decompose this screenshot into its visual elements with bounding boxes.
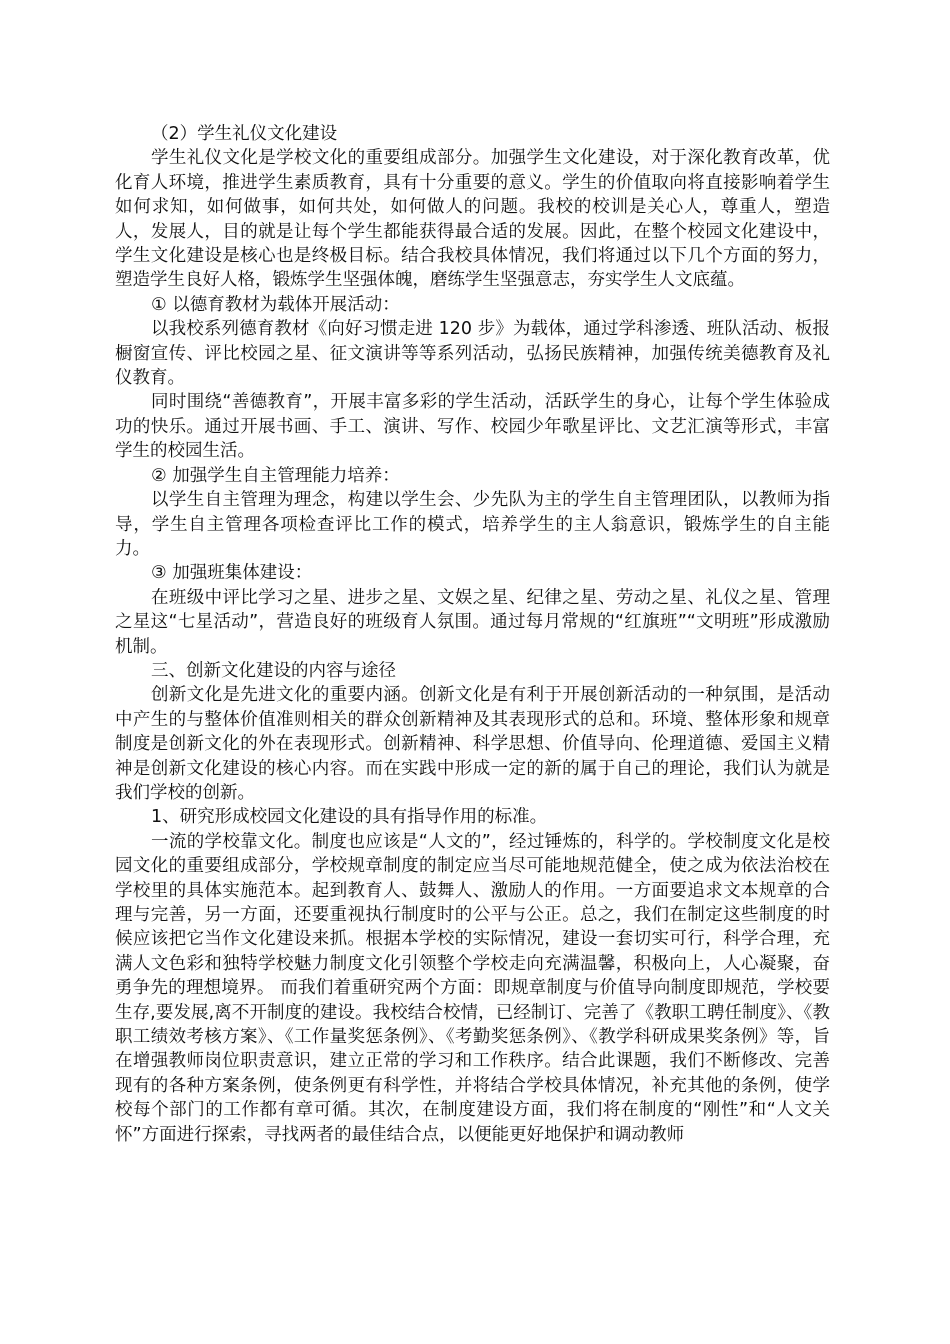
paragraph-good-virtue-education: 同时围绕“善德教育”，开展丰富多彩的学生活动，活跃学生的身心，让每个学生体验成功的快乐。通过开展书画、手工、演讲、写作、校园少年歌星评比、文艺汇演等形式，丰富学生的校园生活。 (115, 392, 830, 462)
subheading-self-management: ② 加强学生自主管理能力培养： (151, 465, 400, 486)
section-heading-innovation-culture: 三、创新文化建设的内容与途径 (151, 660, 396, 681)
subheading-class-building: ③ 加强班集体建设： (151, 563, 313, 584)
section-heading-student-etiquette: （2）学生礼仪文化建设 (151, 124, 338, 144)
paragraph-self-management: 以学生自主管理为理念，构建以学生会、少先队为主的学生自主管理团队，以教师为指导，学生自主管理各项检查评比工作的模式，培养学生的主人翁意识，锻炼学生的自主能力。 (115, 490, 830, 559)
paragraph-class-building: 在班级中评比学习之星、进步之星、文娱之星、纪律之星、劳动之星、礼仪之星、管理之星这“七星活动”，营造良好的班级育人氛围。通过每月常规的“红旗班”“文明班”形成激励机制。 (115, 587, 830, 657)
paragraph-moral-textbook: 以我校系列德育教材《向好习惯走进 120 步》为载体，通过学科渗透、班队活动、板报橱窗宣传、评比校园之星、征文演讲等等系列活动，弘扬民族精神，加强传统美德教育及礼仪教育。 (115, 319, 830, 389)
paragraph-innovation-culture: 创新文化是先进文化的重要内涵。创新文化是有利于开展创新活动的一种氛围，是活动中产生的与整体价值准则相关的群众创新精神及其表现形式的总和。环境、整体形象和规章制度是创新文化的外在表现形式。创新精神、科学思想、价值导向、伦理道德、爱国主义精神是创新文化建设的核心内容。而在实践中形成一定的新的属于自己的理论，我们认为就是我们学校的创新。 (115, 685, 830, 803)
subheading-moral-textbook: ① 以德育教材为载体开展活动： (151, 294, 400, 315)
subheading-standards-research: 1、研究形成校园文化建设的具有指导作用的标准。 (151, 807, 548, 828)
document-body (115, 122, 830, 1147)
paragraph-etiquette-intro: 学生礼仪文化是学校文化的重要组成部分。加强学生文化建设，对于深化教育改革，优化育人环境，推进学生素质教育，具有十分重要的意义。学生的价值取向将直接影响着学生如何求知，如何做事，如何共处，如何做人的问题。我校的校训是关心人，尊重人，塑造人，发展人，目的就是让每个学生都能获得最合适的发展。因此，在整个校园文化建设中，学生文化建设是核心也是终极目标。结合我校具体情况，我们将通过以下几个方面的努力，塑造学生良好人格，锻炼学生坚强体魄，磨练学生坚强意志，夯实学生人文底蕴。 (115, 148, 830, 291)
paragraph-school-system-culture: 一流的学校靠文化。制度也应该是“人文的”，经过锤炼的，科学的。学校制度文化是校园文化的重要组成部分，学校规章制度的制定应当尽可能地规范健全，使之成为依法治校在学校里的具体实施范本。起到教育人、鼓舞人、激励人的作用。一方面要追求文本规章的合理与完善，另一方面，还要重视执行制度时的公平与公正。总之，我们在制定这些制度的时候应该把它当作文化建设来抓。根据本学校的实际情况，建设一套切实可行，科学合理，充满人文色彩和独特学校魅力制度文化引领整个学校走向充满温馨，积极向上，人心凝聚，奋勇争先的理想境界。 而我们着重研究两个方面：即规章制度与价值导向制度即规范，学校要生存,要发展,离不开制度的建设。我校结合校情，已经制订、完善了《教职工聘任制度》、《教职工绩效考核方案》、《工作量奖惩条例》、《考勤奖惩条例》、《教学科研成果奖条例》等，旨在增强教师岗位职责意识，建立正常的学习和工作秩序。结合此课题，我们不断修改、完善现有的各种方案条例，使条例更有科学性，并将结合学校具体情况，补充其他的条例，使学校每个部门的工作都有章可循。其次，在制度建设方面，我们将在制度的“刚性”和“人文关怀”方面进行探索，寻找两者的最佳结合点，以便能更好地保护和调动教师 (115, 831, 830, 1145)
